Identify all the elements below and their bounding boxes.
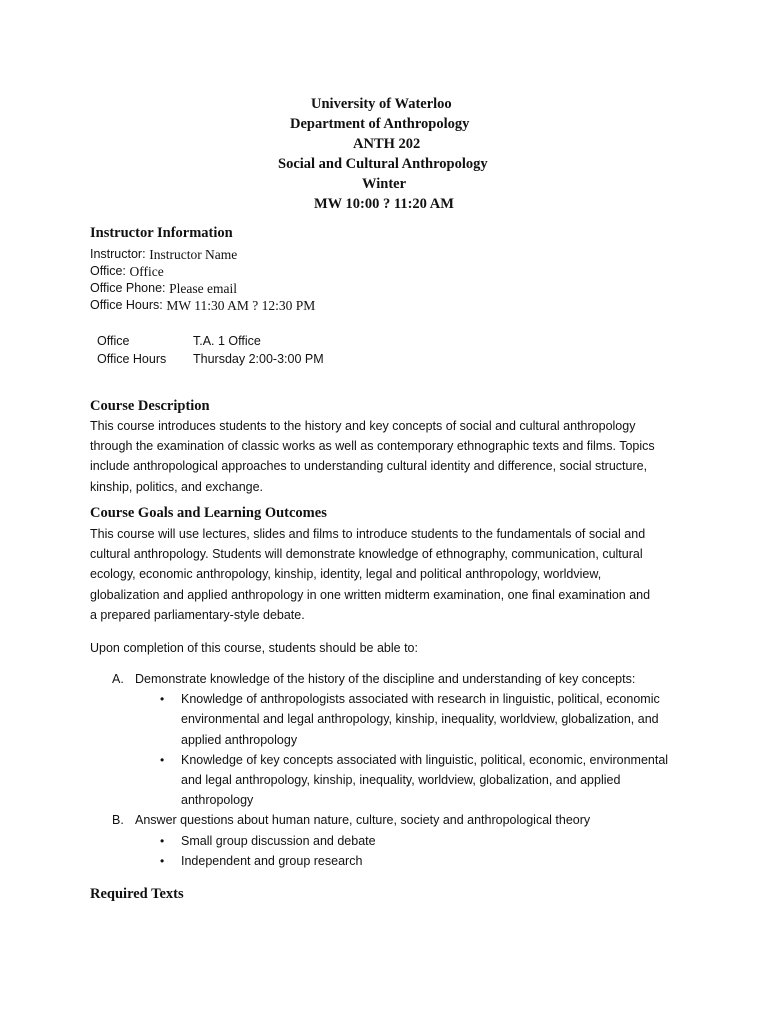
ta-table [97,333,324,368]
list-item [90,669,690,689]
bullet-line: and legal anthropology, kinship, inequality, worldview, globalization, and applied [181,773,621,788]
goals-line: a prepared parliamentary-style debate. [90,607,305,622]
bullet-item [90,851,690,871]
office-phone-row [90,279,239,297]
bullet-line: environmental and legal anthropology, kinship, inequality, worldview, globalization, and [181,712,659,727]
office-value: Office [129,264,164,279]
description-line: This course introduces students to the history and key concepts of social and cultural anthropology [90,419,636,433]
instructor-heading: Instructor Information [90,225,233,241]
bullet-line: Independent and group research [181,853,363,868]
ta-label: Office Hours [97,351,167,366]
office-phone-value: Please email [169,281,237,296]
bullet-icon: • [160,833,165,848]
list-marker: A. [112,672,124,686]
schedule: MW 10:00 ? 11:20 AM [314,196,454,212]
ta-row [97,333,324,351]
instructor-row [90,245,241,263]
office-hours-row [90,296,316,314]
bullet-icon: • [160,752,165,767]
goals-line: This course will use lectures, slides and films to introduce students to the fundamentals of social and [90,527,646,541]
ta-value: Thursday 2:00-3:00 PM [193,351,324,366]
goals-line: cultural anthropology. Students will demonstrate knowledge of ethnography, communication, cultural [90,547,643,562]
ta-value: T.A. 1 Office [193,334,261,348]
outcomes-intro: Upon completion of this course, students should be able to: [90,641,418,655]
office-row [90,262,166,280]
instructor-label: Instructor: [90,247,146,261]
bullet-line: Small group discussion and debate [181,833,376,848]
instructor-value: Instructor Name [149,247,238,262]
ta-row [97,351,324,369]
goals-heading: Course Goals and Learning Outcomes [90,505,327,521]
office-hours-value: MW 11:30 AM ? 12:30 PM [166,298,316,313]
goals-paragraph [90,524,680,625]
ta-label: Office [97,334,130,348]
description-paragraph [90,416,680,497]
goals-line: globalization and applied anthropology in one written midterm examination, one final examination and [90,587,651,602]
list-item [90,810,690,830]
description-line: kinship, politics, and exchange. [90,479,264,494]
list-item-text: Answer questions about human nature, culture, society and anthropological theory [135,813,591,828]
bullet-icon: • [160,692,165,707]
university-name: University of Waterloo [311,96,452,112]
required-texts-heading: Required Texts [90,886,184,902]
term: Winter [362,176,407,192]
description-line: through the examination of classic works as well as contemporary ethnographic texts and films. Topics [90,439,655,454]
office-hours-label: Office Hours: [90,298,163,312]
bullet-item [90,831,690,851]
description-line: include anthropological approaches to understanding cultural identity and difference, social structure, [90,459,648,474]
bullet-line: Knowledge of key concepts associated with linguistic, political, economic, environmental [181,752,669,767]
course-code: ANTH 202 [353,136,421,152]
bullet-item [90,750,690,811]
goals-line: ecology, economic anthropology, kinship, identity, legal and political anthropology, worldview, [90,567,602,582]
office-phone-label: Office Phone: [90,281,166,295]
course-title: Social and Cultural Anthropology [278,156,488,172]
description-heading: Course Description [90,398,210,414]
bullet-item [90,689,690,750]
department-name: Department of Anthropology [290,116,470,132]
bullet-icon: • [160,853,165,868]
bullet-line: anthropology [181,793,254,808]
office-label: Office: [90,264,126,278]
outcomes-list [90,669,690,871]
list-item-text: Demonstrate knowledge of the history of the discipline and understanding of key concepts: [135,672,636,686]
bullet-line: applied anthropology [181,732,298,747]
list-marker: B. [112,813,124,828]
bullet-line: Knowledge of anthropologists associated with research in linguistic, political, economic [181,692,660,707]
